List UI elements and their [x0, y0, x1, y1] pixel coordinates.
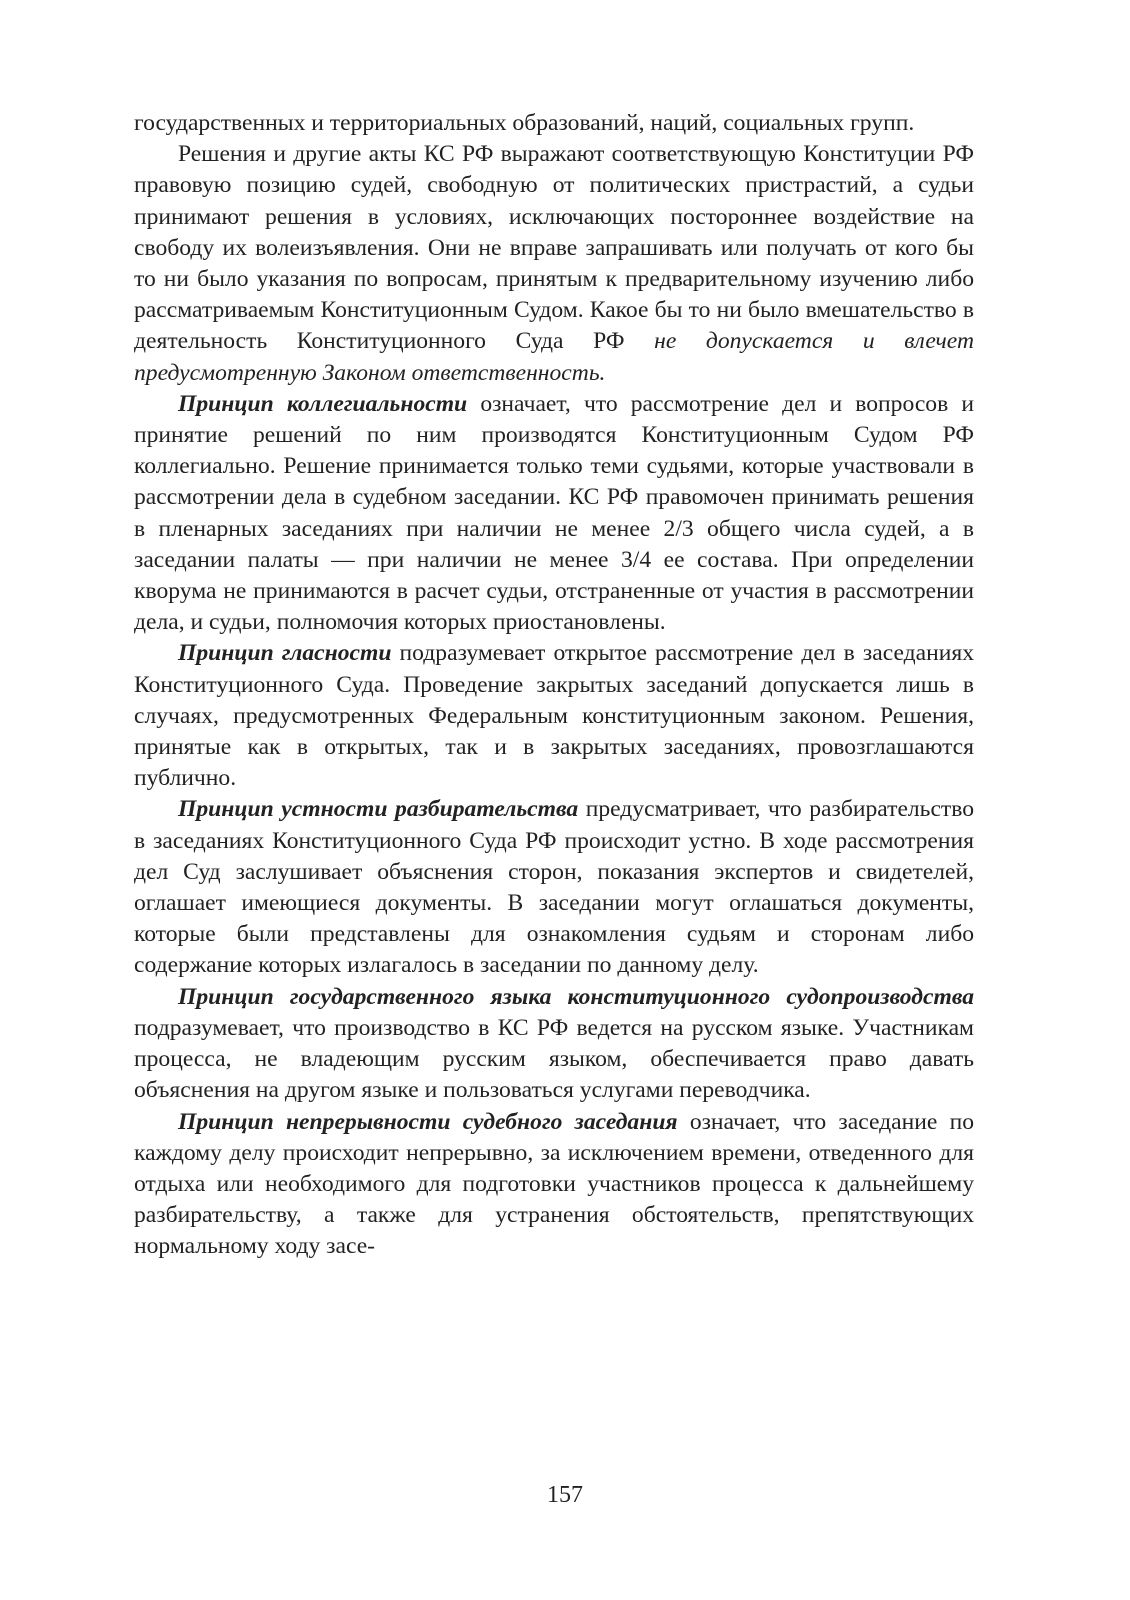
paragraph-collegiality [134, 389, 974, 639]
page-body [134, 108, 974, 1263]
paragraph-orality [134, 794, 974, 981]
principle-term: Принцип государственного языка конституционного судопроизводства [178, 983, 974, 1010]
paragraph-continuity [134, 1107, 974, 1263]
paragraph-text: Решения и другие акты КС РФ выражают соответствующую Конституции РФ правовую позицию судей, свободную от политических пристрастий, а судьи принимают решения в условиях, исключающих постороннее воздействие на свободу их волеизъявления. Они не вправе запрашивать или получать от кого бы то ни было указания по вопросам, принятым к предварительному изучению либо рассматриваемым Конституционным Судом. Какое бы то ни было вмешательство в деятельность Конституционного Суда РФ [134, 141, 974, 355]
paragraph-emphasis: не допускается и влечет предусмотренную Законом ответственность. [134, 328, 974, 386]
page-number: 157 [547, 1482, 583, 1508]
paragraph-text: подразумевает, что производство в КС РФ ведется на русском языке. Участникам процесса, не владеющим русским языком, обеспечивается право давать объяснения на другом языке и пользоваться услугами переводчика. [134, 1014, 974, 1104]
principle-term: Принцип гласности [178, 640, 392, 667]
paragraph-publicity [134, 638, 974, 794]
principle-term: Принцип устности разбирательства [178, 796, 579, 823]
paragraph-text: государственных и территориальных образований, наций, социальных групп. [134, 110, 915, 136]
principle-term: Принцип коллегиальности [178, 390, 468, 417]
paragraph-language [134, 982, 974, 1107]
paragraph-text: подразумевает открытое рассмотрение дел в заседаниях Конституционного Суда. Проведение закрытых заседаний допускается лишь в случаях, предусмотренных Федеральным конституционным законом. Решения, принятые как в открытых, так и в закрытых заседаниях, провозглашаются публично. [134, 640, 975, 792]
paragraph-continuation [134, 108, 974, 139]
paragraph-text: означает, что рассмотрение дел и вопросов и принятие решений по ним производятся Конституционным Судом РФ коллегиально. Решение принимается только теми судьями, которые участвовали в рассмотрении дела в судебном заседании. КС РФ правомочен принимать решения в пленарных заседаниях при наличии не менее 2/3 общего числа судей, а в заседании палаты — при наличии не менее 3/4 ее состава. При определении кворума не принимаются в расчет судьи, отстраненные от участия в рассмотрении дела, и судьи, полномочия которых приостановлены. [134, 390, 974, 636]
paragraph-text: означает, что заседание по каждому делу происходит непрерывно, за исключением времени, отведенного для отдыха или необходимого для подготовки участников процесса к дальнейшему разбирательству, а также для устранения обстоятельств, препятствующих нормальному ходу засе- [134, 1108, 974, 1260]
paragraph-text: предусматривает, что разбирательство в заседаниях Конституционного Суда РФ происходит устно. В ходе рассмотрения дел Суд заслушивает объяснения сторон, показания экспертов и свидетелей, оглашает имеющиеся документы. В заседании могут оглашаться документы, которые были представлены для ознакомления судьям и сторонам либо содержание которых излагалось в заседании по данному делу. [134, 796, 975, 979]
paragraph-decisions [134, 139, 974, 389]
principle-term: Принцип непрерывности судебного заседания [178, 1108, 678, 1135]
